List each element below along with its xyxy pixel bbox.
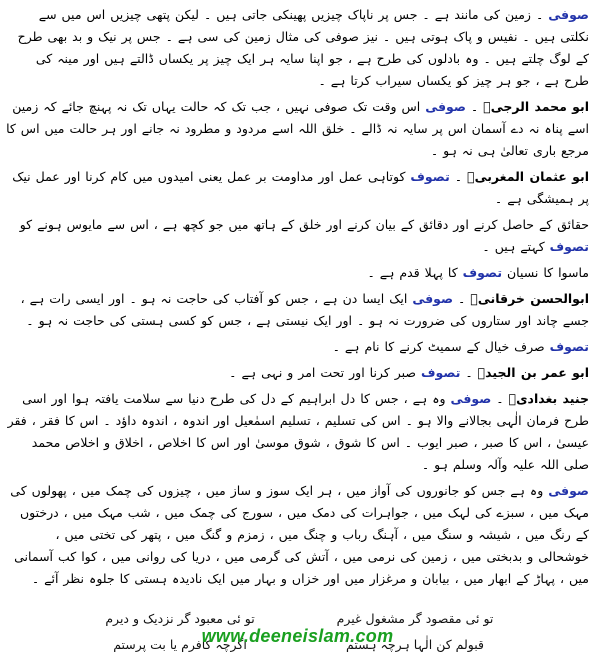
poem-line: تو ئی مقصود گر مشغول غیرم: [336, 611, 494, 626]
highlighted-term: تصوف: [549, 239, 589, 254]
paragraph: [6, 214, 589, 258]
highlighted-term: تصوف: [410, 169, 450, 184]
highlighted-term: تصوف: [549, 339, 589, 354]
paragraph: [6, 166, 589, 210]
scholar-name: ابوالحسن خرقانیؒ: [470, 291, 589, 306]
paragraph: [6, 96, 589, 162]
website-url[interactable]: www.deeneislam.com: [201, 626, 394, 646]
highlighted-term: صوفی: [450, 391, 492, 406]
highlighted-term: تصوف: [462, 265, 503, 280]
paragraph: [6, 362, 589, 384]
paragraph-text: وہ ہے جس کو جانوروں کی آواز میں ، ہر ایک سوز و ساز میں ، چیزوں کی چمک میں ، پھولوں کی مہک میں ، سبزے کی لہک میں ، جواہرات کی دمک میں ، سورج کی چمک میں ، شب مہک میں ، درختوں کے رنگ میں ، شیشہ و سنگ میں ، آہنگ رباب و چنگ میں ، زمزم و گنگ میں ، پتھر کی تختی میں ، خوشحالی و بدبختی میں ، زمین کی نرمی میں ، آتش کی گرمی میں ، دریا کی روانی میں ، کوا کب آسمانی میں ، پہاڑ کے ابھار میں ، بیابان و مرغزار میں اور خزاں و بہار میں ایک نادیدہ ہستی کا جلوہ نظر آئے ۔: [10, 483, 589, 586]
paragraph-text: ۔: [491, 391, 509, 406]
paragraph-text: ۔: [453, 291, 471, 306]
paragraph-text: کہتے ہیں ۔: [482, 239, 550, 254]
paragraph-text: ماسوا کا نسیان: [502, 265, 589, 280]
scholar-name: ابو عمر بن الجیدؒ: [477, 365, 589, 380]
paragraph-text: حقائق کے حاصل کرنے اور دقائق کے بیان کرنے اور خلق کے ہاتھ میں جو کچھ ہے ، اس سے مایوس ہونے کو: [19, 217, 589, 232]
paragraph-text: صرف خیال کے سمیٹ کرنے کا نام ہے ۔: [332, 339, 550, 354]
paragraph: [6, 288, 589, 332]
paragraph-text: وہ ہے ، جس کا دل ابراہیم کے دل کی طرح دنیا سے سلامت یافتہ ہوا اور اسی طرح فرمان الٰہی بجالانے والا ہو ۔ اس کی تسلیم ، تسلیم اسمٰعیل اور اندوہ ، اندوہ داؤد ۔ اس کا فقر ، فقر عیسیٰ ، اس کا صبر ، صبر ایوب ۔ اس کا شوق ، شوق موسیٰ اور اس کا اخلاص ، اخلاق و اخلاص محمد صلی اللہ علیہ وآلہ وسلم ہو ۔: [7, 391, 589, 472]
paragraph-text: ۔: [465, 99, 484, 114]
paragraph: [6, 480, 589, 590]
paragraph-text: کوتاہی عمل اور مداومت بر عمل یعنی امیدوں میں کام کرنا اور عمل نیک پر ہمیشگی ہے ۔: [12, 169, 589, 206]
highlighted-term: صوفی: [412, 291, 454, 306]
paragraph: [6, 388, 589, 476]
paragraph-text: صبر کرنا اور تحت امر و نہی ہے ۔: [229, 365, 422, 380]
paragraph-text: ۔: [460, 365, 478, 380]
highlighted-term: تصوف: [421, 365, 461, 380]
scholar-name: جنید بغدادیؒ: [508, 391, 589, 406]
paragraph: [6, 4, 589, 92]
poem-line: قبولم کن الٰہا ہرچہ ہستم: [346, 637, 484, 652]
paragraph-text: اس وقت تک صوفی نہیں ، جب تک کہ حالت یہاں تک نہ پہنچ جائے کہ زمین اسے پناہ نہ دے آسمان اس پر سایہ نہ ڈالے ۔ خلق اللہ اسے مردود و مطرود نہ جانے اور ہر حالت میں اس کا مرجع باری تعالیٰ ہی نہ ہو ۔: [6, 99, 589, 158]
highlighted-term: صوفی: [548, 7, 589, 22]
paragraph-text: ۔: [449, 169, 468, 184]
paragraph: [6, 262, 589, 284]
poem-line: اگرچہ کافرم یا بت پرستم: [113, 637, 247, 652]
article-body: [6, 4, 589, 590]
paragraph-text: ایک ایسا دن ہے ، جس کو آفتاب کی حاجت نہ ہو ۔ اور ایسی رات ہے ، جسے چاند اور ستاروں کی ضرورت نہ ہو ۔ اور ایک نیستی ہے ، جس کو کسی ہستی کی حاجت نہ ہو ۔: [20, 291, 589, 328]
poem-line: تو ئی معبود گر نزدیک و دیرم: [105, 611, 255, 626]
paragraph-text: کا پہلا قدم ہے ۔: [367, 265, 463, 280]
highlighted-term: صوفی: [548, 483, 589, 498]
scholar-name: ابو عثمان المغربیؒ: [467, 169, 589, 184]
paragraph-text: ۔ زمین کی مانند ہے ۔ جس پر ناپاک چیزیں پھینکی جاتی ہیں ۔ لیکن پتھی چیزیں اس میں سے نکلتی ہیں ۔ نفیس و پاک ہوتی ہیں ۔ نیز صوفی کی مثال زمین کی سی ہے ۔ جس پر نیک و بد بھی طرح کے لوگ چلتے ہیں ۔ وہ بادلوں کی طرح ہے ، جو اپنا سایہ ہر ایک چیز پر یکساں ڈالتے ہیں اور مینہ کی طرح ہے ، جو ہر چیز کو یکساں سیراب کرتا ہے ۔: [17, 7, 589, 88]
highlighted-term: صوفی: [425, 99, 466, 114]
scholar-name: ابو محمد الرجیؒ: [483, 99, 589, 114]
paragraph: [6, 336, 589, 358]
